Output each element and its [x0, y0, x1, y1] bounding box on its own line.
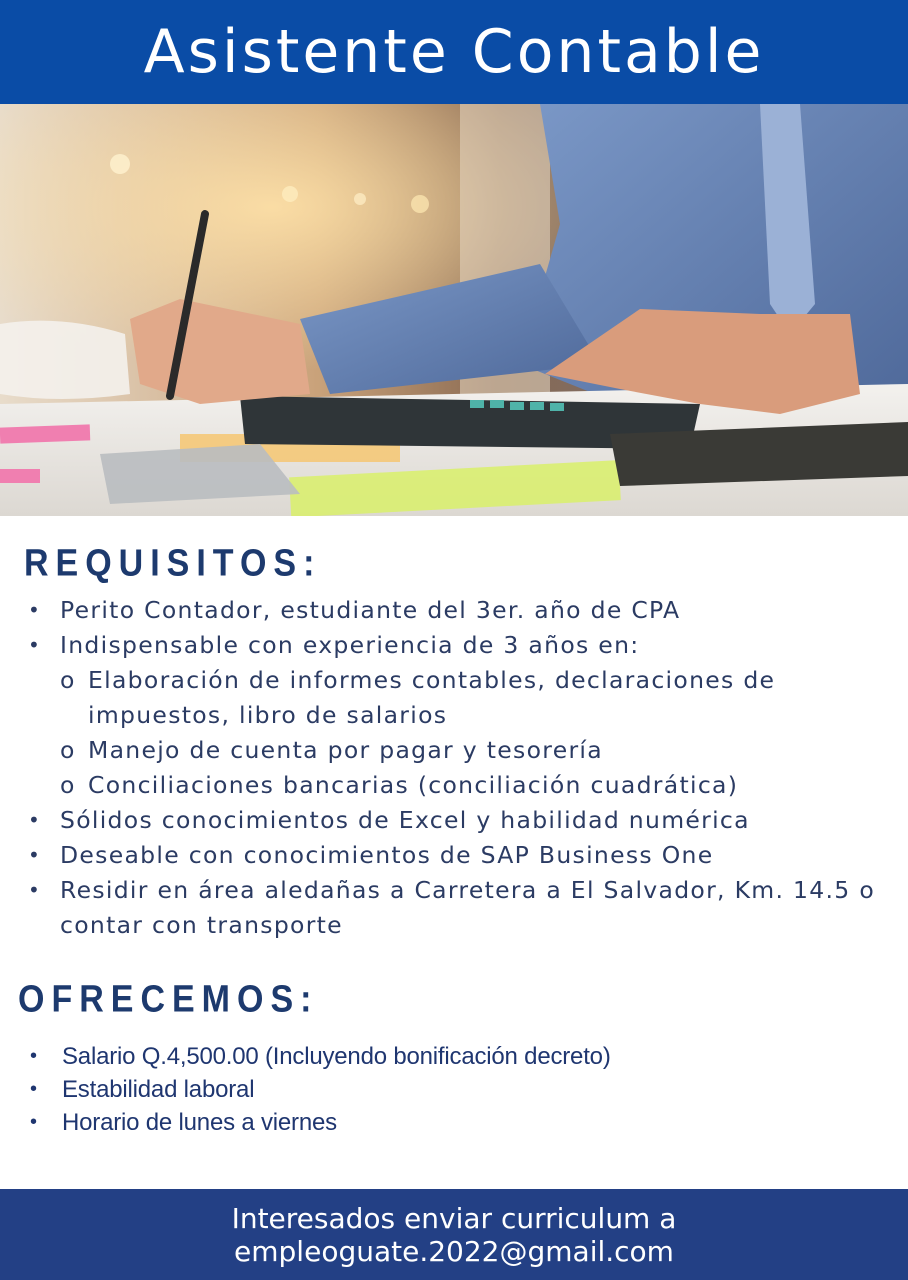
ofrecemos-title: OFRECEMOS:: [18, 978, 319, 1021]
contact-footer: [0, 1189, 908, 1280]
requisitos-title: REQUISITOS:: [24, 542, 322, 585]
page-title: Asistente Contable: [143, 17, 765, 87]
list-item: [22, 838, 892, 873]
sublist-text: Elaboración de informes contables, declaraciones de impuestos, libro de salarios: [88, 666, 776, 729]
requisito-text: Indispensable con experiencia de 3 años en:: [60, 631, 640, 659]
list-item: • Horario de lunes a viernes: [22, 1106, 892, 1139]
requisito-text: Perito Contador, estudiante del 3er. año de CPA: [60, 596, 681, 624]
contact-email[interactable]: empleoguate.2022@gmail.com: [234, 1235, 674, 1268]
sublist-item: [22, 768, 892, 803]
list-item: [22, 593, 892, 628]
sublist-item: [22, 733, 892, 768]
requisito-text: Residir en área aledañas a Carretera a El Salvador, Km. 14.5 o contar con transporte: [60, 876, 876, 939]
sublist-marker: o: [60, 666, 76, 694]
sublist-marker: o: [60, 736, 76, 764]
sublist-marker: o: [60, 771, 76, 799]
requisito-text: Sólidos conocimientos de Excel y habilidad numérica: [60, 806, 750, 834]
experiencia-sublist: [22, 663, 892, 803]
list-item: [22, 628, 892, 803]
header-banner: [0, 0, 908, 104]
list-item: • Salario Q.4,500.00 (Incluyendo bonificación decreto): [22, 1040, 892, 1073]
list-item: • Estabilidad laboral: [22, 1073, 892, 1106]
list-item: [22, 803, 892, 838]
requisitos-list: [22, 593, 892, 943]
ofrecemos-list: [22, 1040, 892, 1139]
accountant-photo: [0, 104, 908, 516]
sublist-text: Manejo de cuenta por pagar y tesorería: [88, 736, 603, 764]
sublist-text: Conciliaciones bancarias (conciliación cuadrática): [88, 771, 739, 799]
requisito-text: Deseable con conocimientos de SAP Business One: [60, 841, 714, 869]
contact-text: Interesados enviar curriculum a: [231, 1202, 677, 1235]
list-item: [22, 873, 892, 943]
sublist-item: [22, 663, 892, 733]
